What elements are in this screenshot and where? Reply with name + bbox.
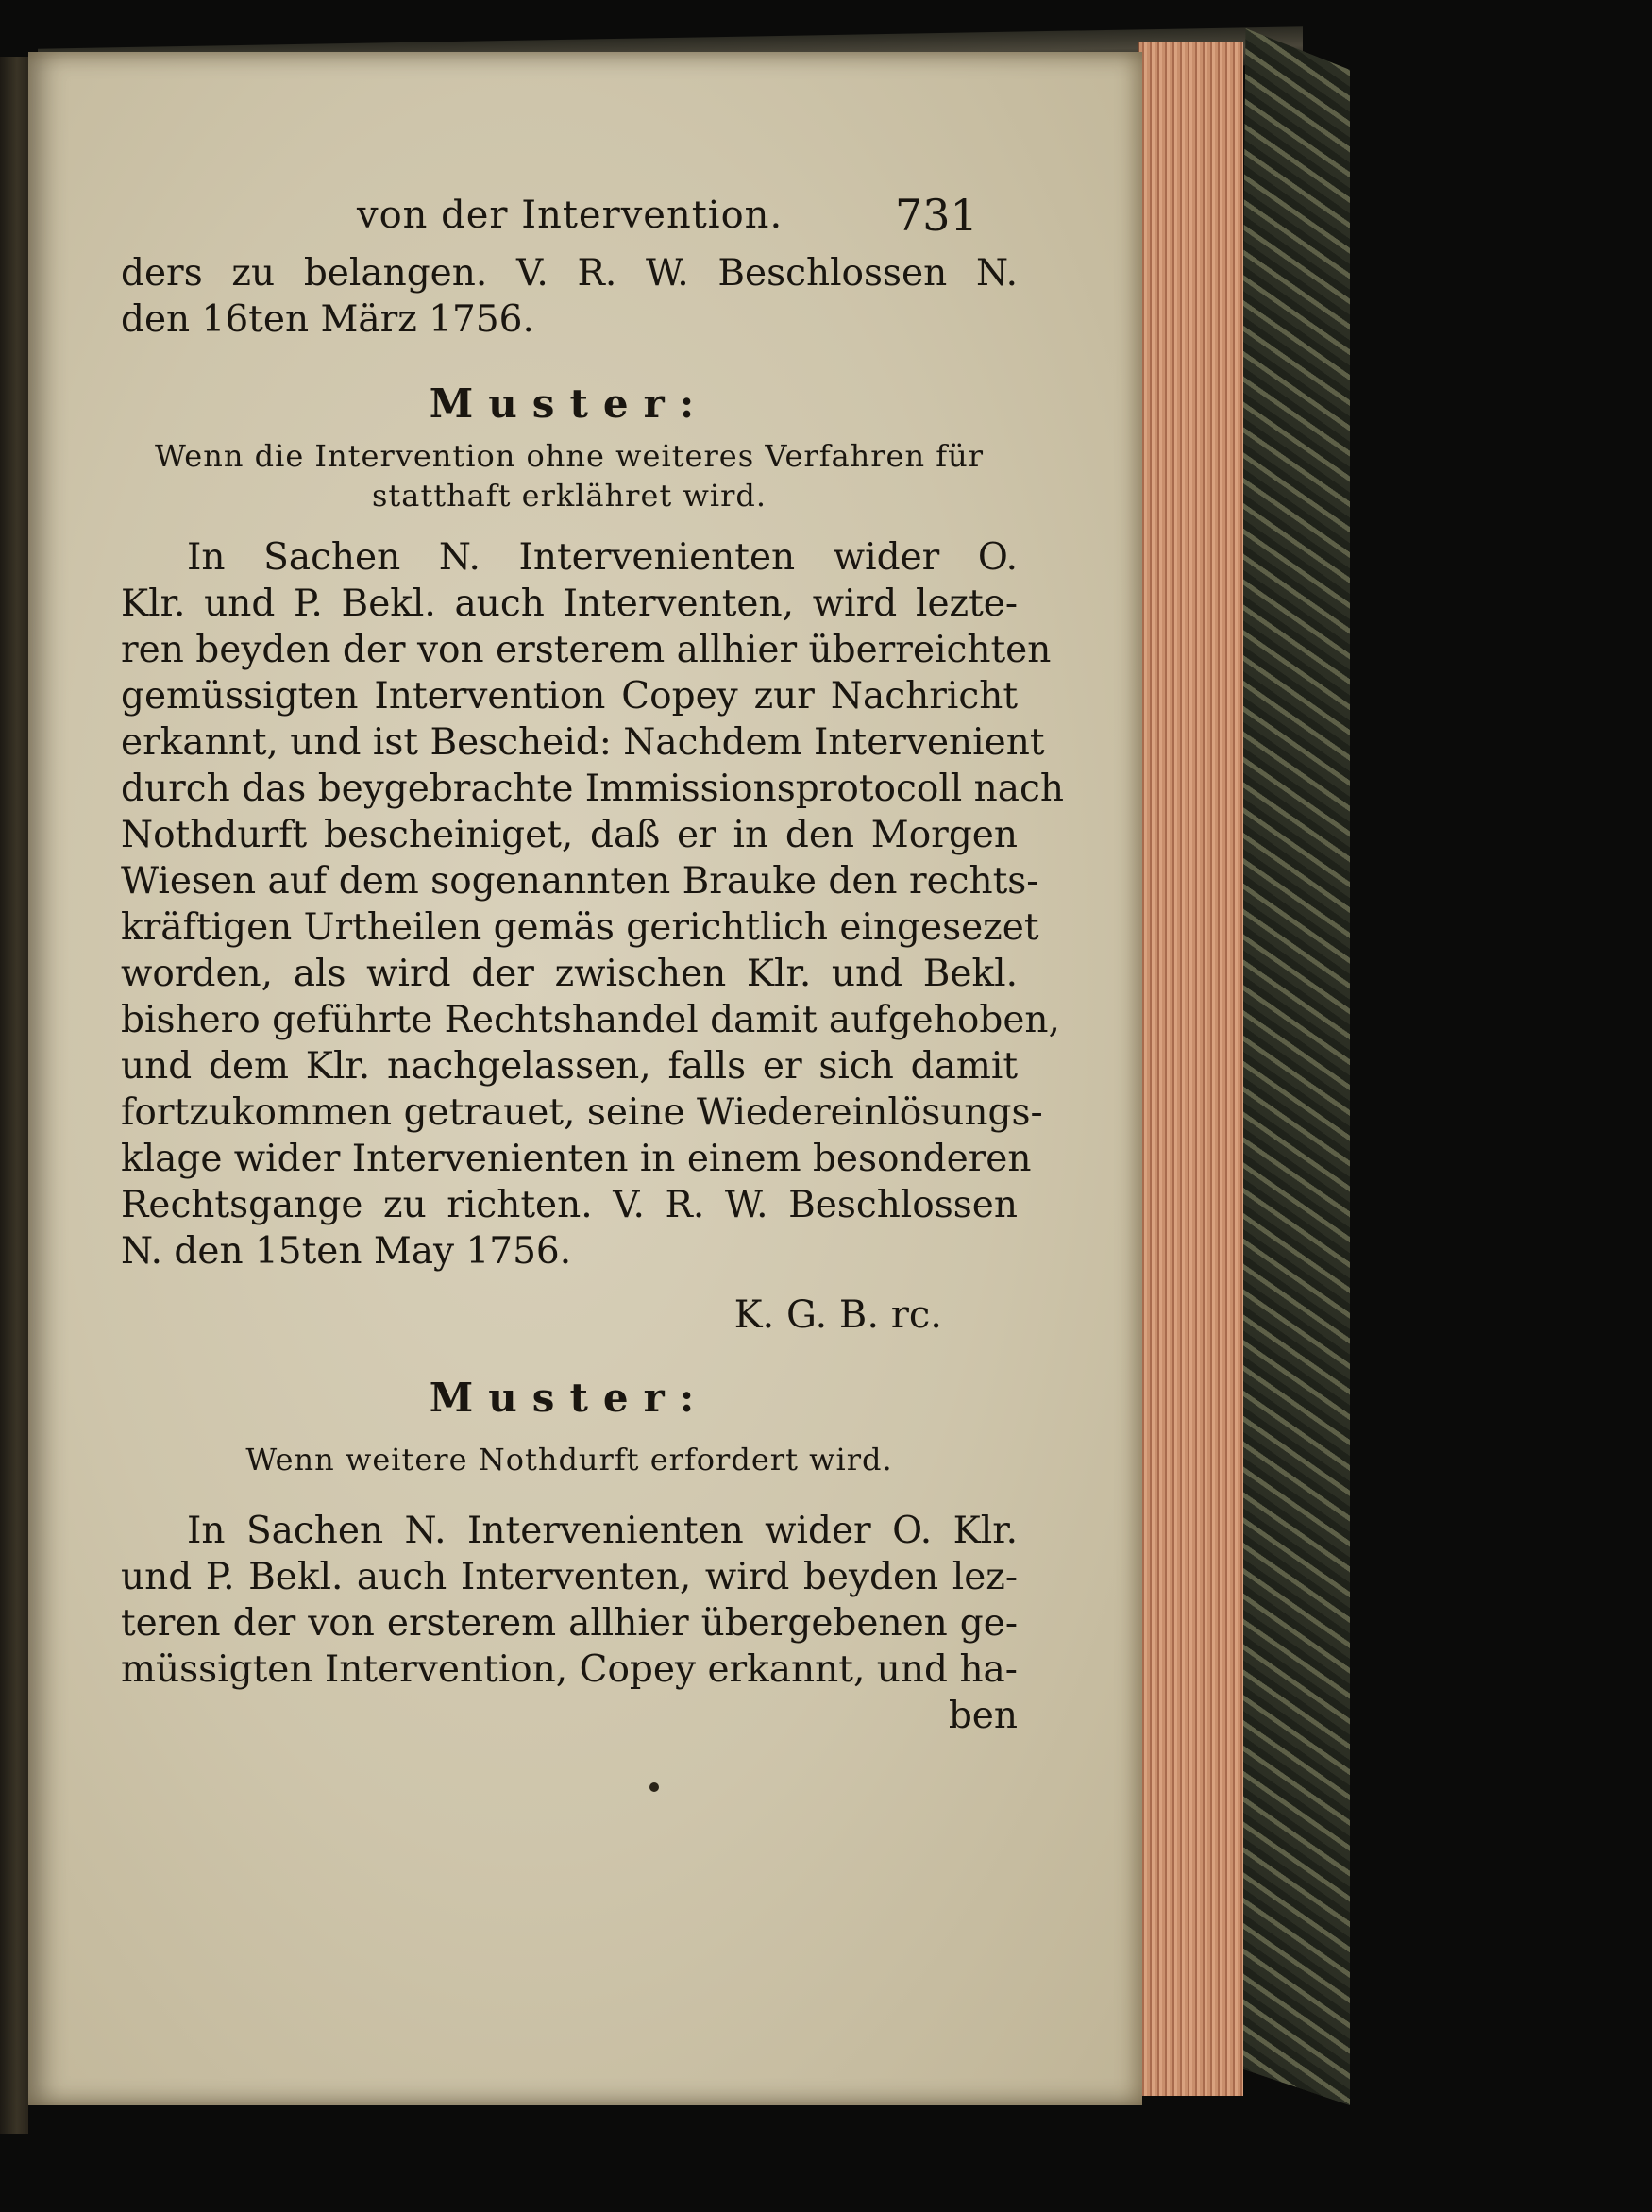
section-1 <box>121 380 1064 1337</box>
text-block <box>121 190 1064 1737</box>
text-line: durch das beygebrachte Immissionsprotocoll nach <box>121 768 1064 810</box>
text-line: teren der von ersterem allhier übergebenen ge- <box>121 1602 1018 1645</box>
text-line: bishero geführte Rechtshandel damit aufgehoben, <box>121 999 1060 1041</box>
ink-dot <box>649 1782 659 1792</box>
text-line: ders zu belangen. V. R. W. Beschlossen N. <box>121 252 1018 295</box>
section-heading: Muster: <box>429 380 710 427</box>
running-title: von der Intervention. <box>357 194 784 237</box>
text-line: fortzukommen getrauet, seine Wiedereinlösungs- <box>121 1091 1043 1134</box>
section-subheading: Wenn weitere Nothdurft erfordert wird. <box>245 1442 893 1477</box>
book-page <box>28 52 1142 2105</box>
text-line: erkannt, und ist Bescheid: Nachdem Intervenient <box>121 721 1045 764</box>
left-page-edge <box>0 57 28 2134</box>
text-line: Rechtsgange zu richten. V. R. W. Beschlossen <box>121 1184 1018 1226</box>
text-line: N. den 15ten May 1756. <box>121 1230 572 1273</box>
page-number: 731 <box>895 190 978 241</box>
text-line: ren beyden der von ersterem allhier überreichten <box>121 629 1052 671</box>
text-line: kräftigen Urtheilen gemäs gerichtlich eingesezet <box>121 906 1039 949</box>
page-block-edge <box>1138 42 1243 2096</box>
signature-line: K. G. B. rc. <box>733 1293 942 1337</box>
section-subheading: Wenn die Intervention ohne weiteres Verfahren für <box>154 438 985 474</box>
text-line: In Sachen N. Intervenienten wider O. <box>187 536 1018 579</box>
text-line: In Sachen N. Intervenienten wider O. Klr. <box>187 1510 1018 1552</box>
opening-paragraph <box>121 250 1018 343</box>
marbled-cover-board <box>1227 28 1350 2105</box>
section-2 <box>121 1375 1018 1737</box>
text-line: klage wider Intervenienten in einem besonderen <box>121 1138 1032 1180</box>
text-line: und P. Bekl. auch Interventen, wird beyden lez- <box>121 1556 1018 1598</box>
text-line: Klr. und P. Bekl. auch Interventen, wird lezte- <box>121 583 1018 625</box>
running-head <box>121 190 1018 250</box>
text-line: müssigten Intervention, Copey erkannt, und ha- <box>121 1648 1018 1691</box>
section-subheading: statthaft erklähret wird. <box>371 478 767 514</box>
text-line: worden, als wird der zwischen Klr. und Bekl. <box>121 953 1018 995</box>
text-line: und dem Klr. nachgelassen, falls er sich damit <box>121 1045 1018 1088</box>
catchword: ben <box>948 1695 1018 1737</box>
section-heading: Muster: <box>429 1375 710 1421</box>
text-line: den 16ten März 1756. <box>121 298 534 341</box>
text-line: Nothdurft bescheiniget, daß er in den Morgen <box>121 814 1018 856</box>
text-line: Wiesen auf dem sogenannten Brauke den rechts- <box>121 860 1039 903</box>
text-line: gemüssigten Intervention Copey zur Nachricht <box>121 675 1018 718</box>
